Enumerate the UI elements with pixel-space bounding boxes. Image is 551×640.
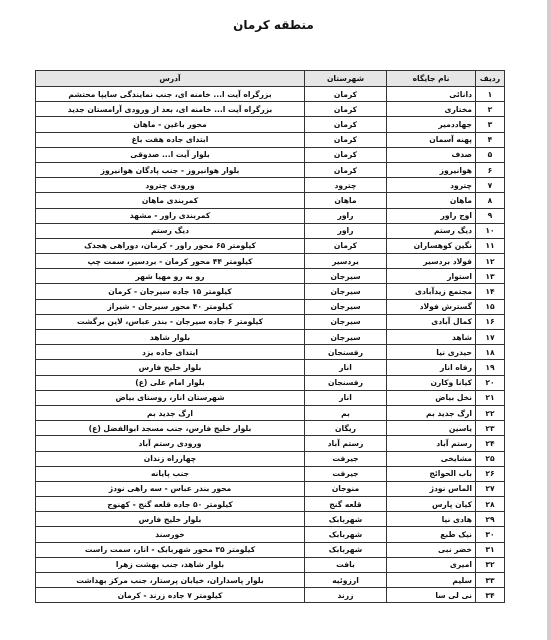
table-row <box>36 588 505 603</box>
address-cell: کیلومتر ۷ جاده زرند - کرمان <box>36 588 305 603</box>
table-row <box>36 299 505 314</box>
address-cell: محور بندر عباس - سه راهی نودژ <box>36 481 305 496</box>
row-number-cell: ۹ <box>476 208 505 223</box>
table-row <box>36 269 505 284</box>
city-cell: رفسنجان <box>305 375 387 390</box>
row-number-cell: ۲۴ <box>476 436 505 451</box>
row-number-cell: ۲۹ <box>476 512 505 527</box>
row-number-cell: ۱۳ <box>476 269 505 284</box>
station-name-cell: الماس نودژ <box>387 481 476 496</box>
row-number-cell: ۴ <box>476 132 505 147</box>
row-number-cell: ۳۳ <box>476 573 505 588</box>
row-number-cell: ۸ <box>476 193 505 208</box>
row-number-cell: ۷ <box>476 178 505 193</box>
row-number-cell: ۲۷ <box>476 481 505 496</box>
city-cell: ارزوئیه <box>305 573 387 588</box>
table-row <box>36 314 505 329</box>
address-cell: ورودی رستم آباد <box>36 436 305 451</box>
table-row <box>36 405 505 420</box>
row-number-cell: ۳ <box>476 117 505 132</box>
address-cell: کیلومتر ۴۴ محور کرمان - بردسیر، سمت چپ <box>36 254 305 269</box>
row-number-cell: ۵ <box>476 147 505 162</box>
address-cell: خورسند <box>36 527 305 542</box>
address-cell: کیلومتر ۵۰ جاده قلعه گنج - کهنوج <box>36 497 305 512</box>
station-name-cell: ماهان <box>387 193 476 208</box>
city-cell: بردسیر <box>305 254 387 269</box>
city-cell: سیرجان <box>305 299 387 314</box>
station-name-cell: گسترش فولاد <box>387 299 476 314</box>
page-edge <box>547 0 551 640</box>
address-cell: دیگ رستم <box>36 223 305 238</box>
station-name-cell: هادی نیا <box>387 512 476 527</box>
address-cell: ابتدای جاده هفت باغ <box>36 132 305 147</box>
city-cell: سیرجان <box>305 314 387 329</box>
city-cell: کرمان <box>305 238 387 253</box>
table-row <box>36 223 505 238</box>
city-cell: قلعه گنج <box>305 497 387 512</box>
city-cell: شهربابک <box>305 512 387 527</box>
table-row <box>36 481 505 496</box>
city-cell: منوجان <box>305 481 387 496</box>
address-cell: شهرستان انار، روستای بیاض <box>36 390 305 405</box>
table-row <box>36 436 505 451</box>
table-row <box>36 147 505 162</box>
address-cell: کیلومتر ۱۵ جاده سیرجان - کرمان <box>36 284 305 299</box>
city-cell: کرمان <box>305 132 387 147</box>
address-cell: بلوار آیت ا... صدوقی <box>36 147 305 162</box>
row-number-cell: ۱۵ <box>476 299 505 314</box>
address-cell: کمربندی راور - مشهد <box>36 208 305 223</box>
table-row <box>36 542 505 557</box>
station-name-cell: اوج راور <box>387 208 476 223</box>
address-cell: کمربندی ماهان <box>36 193 305 208</box>
table-row <box>36 497 505 512</box>
row-number-cell: ۱۸ <box>476 345 505 360</box>
row-number-cell: ۳۲ <box>476 557 505 572</box>
address-cell: ورودی چترود <box>36 178 305 193</box>
table-header-row <box>36 71 505 87</box>
row-number-cell: ۶ <box>476 162 505 177</box>
table-row <box>36 330 505 345</box>
station-name-cell: استوار <box>387 269 476 284</box>
station-name-cell: دیگ رستم <box>387 223 476 238</box>
table-row <box>36 87 505 102</box>
station-name-cell: سلیم <box>387 573 476 588</box>
table-row <box>36 193 505 208</box>
station-name-cell: دانائی <box>387 87 476 102</box>
row-number-cell: ۱ <box>476 87 505 102</box>
station-name-cell: کمال آبادی <box>387 314 476 329</box>
address-cell: بلوار هوانیروز - جنب پادگان هوانیروز <box>36 162 305 177</box>
city-cell: کرمان <box>305 162 387 177</box>
station-name-cell: امیری <box>387 557 476 572</box>
city-cell: رستم آباد <box>305 436 387 451</box>
city-cell: بم <box>305 405 387 420</box>
row-number-cell: ۲۵ <box>476 451 505 466</box>
row-number-cell: ۳۴ <box>476 588 505 603</box>
table-row <box>36 132 505 147</box>
city-cell: ریگان <box>305 421 387 436</box>
row-number-cell: ۲۸ <box>476 497 505 512</box>
table-row <box>36 254 505 269</box>
table-row <box>36 557 505 572</box>
station-name-cell: صدف <box>387 147 476 162</box>
station-name-cell: رفاه انار <box>387 360 476 375</box>
city-cell: راور <box>305 223 387 238</box>
table-row <box>36 162 505 177</box>
city-cell: کرمان <box>305 117 387 132</box>
row-number-cell: ۳۰ <box>476 527 505 542</box>
table-row <box>36 208 505 223</box>
address-cell: بلوار خلیج فارس، جنب مسجد ابوالفضل (ع) <box>36 421 305 436</box>
station-name-cell: مختاری <box>387 102 476 117</box>
table-row <box>36 390 505 405</box>
city-cell: انار <box>305 390 387 405</box>
station-name-cell: نیک طبع <box>387 527 476 542</box>
row-number-cell: ۱۱ <box>476 238 505 253</box>
station-name-cell: نخل بیاض <box>387 390 476 405</box>
city-cell: کرمان <box>305 102 387 117</box>
row-number-cell: ۲۶ <box>476 466 505 481</box>
station-name-cell: جهاددمیر <box>387 117 476 132</box>
page-title: منطقه کرمان <box>233 18 314 32</box>
table-row <box>36 375 505 390</box>
station-name-cell: کیان پارس <box>387 497 476 512</box>
station-name-cell: خضر نبی <box>387 542 476 557</box>
header-city: شهرستان <box>305 71 387 87</box>
address-cell: کیلومتر ۴۰ محور سیرجان - شیراز <box>36 299 305 314</box>
row-number-cell: ۱۴ <box>476 284 505 299</box>
station-name-cell: ارگ جدید بم <box>387 405 476 420</box>
station-name-cell: کیانا وکارن <box>387 375 476 390</box>
table-body <box>36 87 505 603</box>
station-name-cell: مجتمع زیدآبادی <box>387 284 476 299</box>
row-number-cell: ۱۹ <box>476 360 505 375</box>
row-number-cell: ۱۲ <box>476 254 505 269</box>
row-number-cell: ۲۱ <box>476 390 505 405</box>
station-name-cell: مشایخی <box>387 451 476 466</box>
station-name-cell: رستم آباد <box>387 436 476 451</box>
row-number-cell: ۲۲ <box>476 405 505 420</box>
row-number-cell: ۳۱ <box>476 542 505 557</box>
table-row <box>36 360 505 375</box>
address-cell: بلوار شاهد <box>36 330 305 345</box>
station-name-cell: نگین کوهساران <box>387 238 476 253</box>
table-row <box>36 421 505 436</box>
station-name-cell: چترود <box>387 178 476 193</box>
station-name-cell: شاهد <box>387 330 476 345</box>
city-cell: شهربابک <box>305 542 387 557</box>
city-cell: جیرفت <box>305 466 387 481</box>
row-number-cell: ۲ <box>476 102 505 117</box>
city-cell: راور <box>305 208 387 223</box>
city-cell: بافت <box>305 557 387 572</box>
city-cell: زرند <box>305 588 387 603</box>
city-cell: رفسنجان <box>305 345 387 360</box>
station-name-cell: یاسین <box>387 421 476 436</box>
address-cell: کیلومتر ۳۵ محور شهربابک - انار، سمت راست <box>36 542 305 557</box>
city-cell: ماهان <box>305 193 387 208</box>
city-cell: شهربابک <box>305 527 387 542</box>
station-name-cell: پهنه آسمان <box>387 132 476 147</box>
address-cell: کیلومتر ۶۵ محور راور - کرمان، دوراهی هجدک <box>36 238 305 253</box>
table-row <box>36 573 505 588</box>
address-cell: ارگ جدید بم <box>36 405 305 420</box>
stations-table <box>35 70 505 603</box>
city-cell: سیرجان <box>305 330 387 345</box>
row-number-cell: ۲۳ <box>476 421 505 436</box>
city-cell: کرمان <box>305 147 387 162</box>
address-cell: کیلومتر ۶ جاده سیرجان - بندر عباس، لاین برگشت <box>36 314 305 329</box>
address-cell: بلوار شاهد، جنب بهشت زهرا <box>36 557 305 572</box>
address-cell: رو به رو مهیا شهر <box>36 269 305 284</box>
table-row <box>36 512 505 527</box>
header-row-number: ردیف <box>476 71 505 87</box>
station-name-cell: فولاد بردسیر <box>387 254 476 269</box>
table-row <box>36 345 505 360</box>
city-cell: سیرجان <box>305 269 387 284</box>
station-name-cell: حیدری نیا <box>387 345 476 360</box>
row-number-cell: ۱۶ <box>476 314 505 329</box>
city-cell: جیرفت <box>305 451 387 466</box>
address-cell: ابتدای جاده یزد <box>36 345 305 360</box>
table-row <box>36 284 505 299</box>
address-cell: بزرگراه آیت ا... خامنه ای، جنب نمایندگی سایپا محتشم <box>36 87 305 102</box>
station-name-cell: باب الحوائج <box>387 466 476 481</box>
address-cell: محور باغین - ماهان <box>36 117 305 132</box>
table-row <box>36 527 505 542</box>
table-row <box>36 451 505 466</box>
table-row <box>36 102 505 117</box>
row-number-cell: ۱۰ <box>476 223 505 238</box>
row-number-cell: ۱۷ <box>476 330 505 345</box>
address-cell: جنب پایانه <box>36 466 305 481</box>
station-name-cell: نی لی سا <box>387 588 476 603</box>
station-name-cell: هوانیروز <box>387 162 476 177</box>
city-cell: کرمان <box>305 87 387 102</box>
table-row <box>36 466 505 481</box>
city-cell: انار <box>305 360 387 375</box>
city-cell: سیرجان <box>305 284 387 299</box>
table-row <box>36 117 505 132</box>
header-address: آدرس <box>36 71 305 87</box>
address-cell: چهارراه زندان <box>36 451 305 466</box>
address-cell: بلوار خلیج فارس <box>36 512 305 527</box>
city-cell: چترود <box>305 178 387 193</box>
address-cell: بزرگراه آیت ا... خامنه ای، بعد از ورودی آرامستان جدید <box>36 102 305 117</box>
table-row <box>36 178 505 193</box>
address-cell: بلوار امام علی (ع) <box>36 375 305 390</box>
row-number-cell: ۲۰ <box>476 375 505 390</box>
table-row <box>36 238 505 253</box>
address-cell: بلوار پاسداران، خیابان پرستار، جنب مرکز بهداشت <box>36 573 305 588</box>
address-cell: بلوار خلیج فارس <box>36 360 305 375</box>
header-station-name: نام جایگاه <box>387 71 476 87</box>
